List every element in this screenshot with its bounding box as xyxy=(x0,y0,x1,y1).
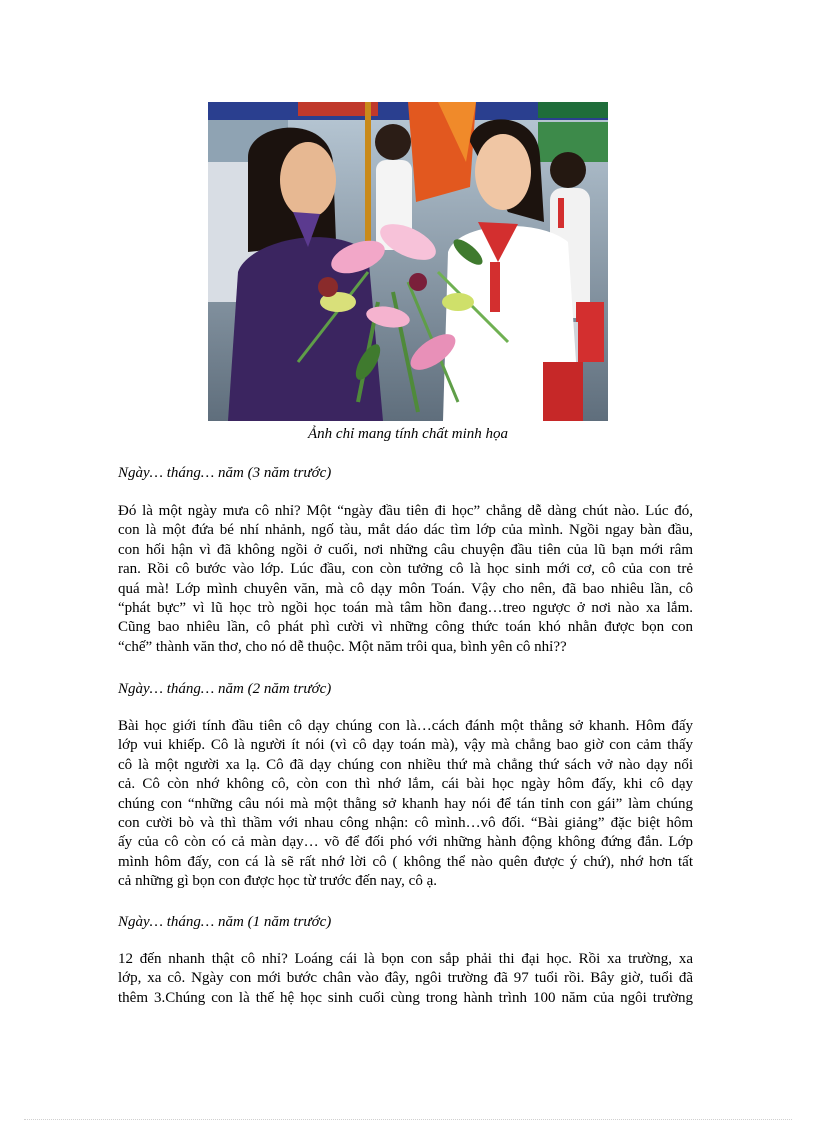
paragraph-line: ran. Rồi cô bước vào lớp. Lúc đầu, con còn tưởng cô là học sinh mới cơ, cô của con trẻ xyxy=(118,561,693,578)
paragraph-line: con cười bò và thì thầm với nhau công nhận: cô mình…vô đối. “Bài giảng” đặc biệt hôm xyxy=(118,814,693,831)
paragraph-line: con hối hận vì đã không ngồi ở cuối, nơi những câu chuyện đầu tiên của lũ bạn mới râm xyxy=(118,541,693,558)
section-2-paragraph xyxy=(118,717,693,892)
paragraph-line: Cũng bao nhiêu lần, cô phát phì cười vì những công thức toán khó nhằn được bọn con xyxy=(118,619,693,636)
photo-caption: Ảnh chỉ mang tính chất minh họa xyxy=(308,426,508,442)
section-1-paragraph xyxy=(118,502,693,657)
section-3-heading: Ngày… tháng… năm (1 năm trước) xyxy=(118,914,332,930)
paragraph-line: cả. Cô còn nhớ không cô, còn con thì nhớ lắm, cái bài học ngày hôm đấy, khi cô dạy xyxy=(118,776,693,793)
section-3-paragraph xyxy=(118,950,693,1008)
paragraph-line: lớp, xa cô. Ngày con mới bước chân vào đây, ngôi trường đã 97 tuổi rồi. Bây giờ, tuổi đã xyxy=(118,970,693,987)
paragraph-line: mình hôm đấy, con cá là sẽ rất nhớ lời cô ( không thể nào quên được ý chứ), nhớ hơn tất xyxy=(118,853,693,870)
paragraph-line: “chế” thành văn thơ, cho nó dễ thuộc. Một năm trôi qua, bình yên cô nhỉ?? xyxy=(118,638,567,655)
paragraph-line: con là một đứa bé nhí nhảnh, ngố tàu, mắt dáo dác tìm lớp của mình. Ngồi ngay bàn đầu, xyxy=(118,522,693,539)
paragraph-line: chúng con “những câu nói mà một thằng sở khanh hay nói để tán tỉnh con gái” làm chúng xyxy=(118,795,693,812)
paragraph-line: quá mà! Lớp mình chuyên văn, mà cô dạy môn Toán. Vậy cho nên, đã bao nhiêu lần, cô xyxy=(118,580,693,597)
paragraph-line: 12 đến nhanh thật cô nhỉ? Loáng cái là bọn con sắp phải thi đại học. Rồi xa trường, xa xyxy=(118,951,693,967)
paragraph-line: cả những gì bọn con được học từ trước đến nay, cô ạ. xyxy=(118,873,437,890)
paragraph-line: ấy của cô còn có cả màn dạy… võ để đối phó với những hành động không đứng đắn. Lớp xyxy=(118,834,693,851)
illustration-photo xyxy=(208,102,608,421)
paragraph-line: Bài học giới tính đầu tiên cô dạy chúng con là…cách đánh một thằng sở khanh. Hôm đấy xyxy=(118,718,693,734)
section-1-heading: Ngày… tháng… năm (3 năm trước) xyxy=(118,465,332,481)
section-2-heading: Ngày… tháng… năm (2 năm trước) xyxy=(118,681,332,697)
paragraph-line: thêm 3.Chúng con là thế hệ học sinh cuối cùng trong hành trình 100 năm của ngôi trường xyxy=(118,989,693,1006)
teacher-student-flowers-illustration xyxy=(208,102,608,421)
paragraph-line: Đó là một ngày mưa cô nhỉ? Một “ngày đầu tiên đi học” chẳng dễ dàng chút nào. Lúc đó, xyxy=(118,503,693,519)
page-bottom-rule xyxy=(24,1119,792,1120)
paragraph-line: lớp vui khiếp. Cô là người ít nói (vì cô dạy toán mà), vậy mà chẳng bao giờ con cảm thấy xyxy=(118,737,693,754)
paragraph-line: “phát bực” vì lũ học trò ngồi học toán mà tâm hồn đang…treo ngược ở nơi nào xa lắm. xyxy=(118,599,693,616)
paragraph-line: cô là một người xa lạ. Cô đã dạy chúng con nhiều thứ mà chẳng thứ sách vở nào dạy nổi xyxy=(118,756,693,773)
